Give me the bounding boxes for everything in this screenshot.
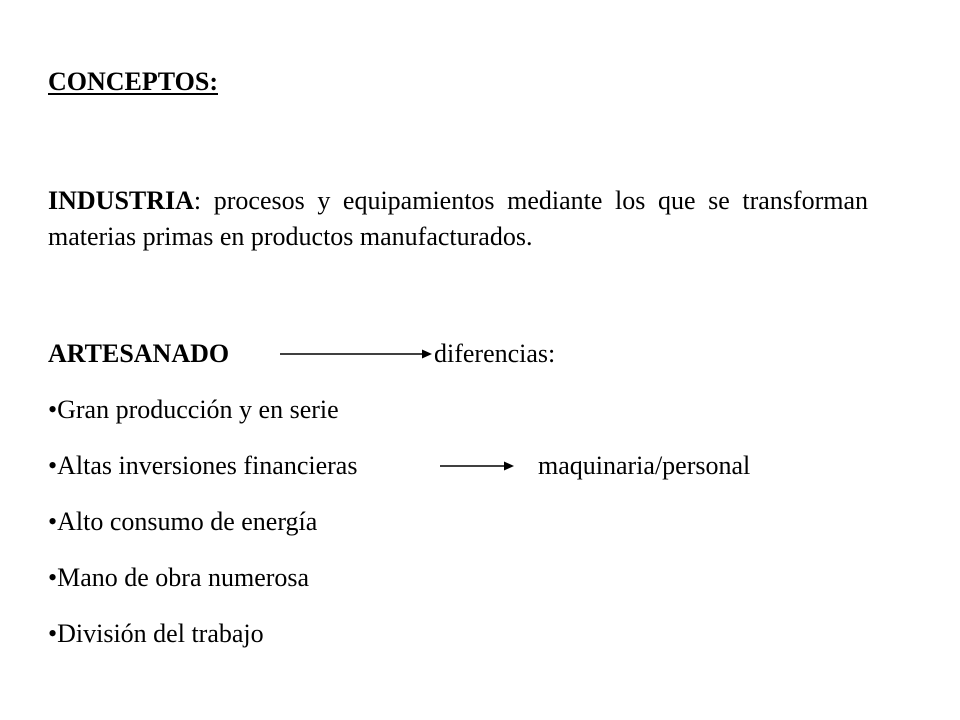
list-item-text: Mano de obra numerosa [57,563,310,592]
bullet-icon: • [48,507,58,536]
industria-definition [48,183,868,255]
definition-text: procesos y equipamientos mediante los que se transforman materias primas en productos manufacturados. [48,186,868,251]
artesanado-target: diferencias: [434,339,556,368]
definition-separator: : [193,186,214,215]
list-item-text: Alto consumo de energía [57,507,318,536]
list-item-text: Gran producción y en serie [57,395,339,424]
artesanado-target-line [434,338,555,370]
bullet-icon: • [48,395,58,424]
artesanado-arrow-icon [280,348,432,360]
list-item [48,506,317,538]
artesanado-term: ARTESANADO [48,339,230,368]
definition-term: INDUSTRIA [48,186,194,215]
inversiones-target: maquinaria/personal [538,451,751,480]
bullet-icon: • [48,563,58,592]
bullet-icon: • [48,451,58,480]
list-item [48,562,309,594]
inversiones-arrow-icon [440,460,514,472]
bullet-icon: • [48,619,58,648]
list-item-text: Altas inversiones financieras [57,451,358,480]
list-item [48,450,357,482]
slide-heading: CONCEPTOS: [48,67,218,96]
list-item-text: División del trabajo [57,619,264,648]
artesanado-line [48,338,229,370]
list-item [48,618,264,650]
inversiones-target-line [538,450,750,482]
list-item [48,394,339,426]
